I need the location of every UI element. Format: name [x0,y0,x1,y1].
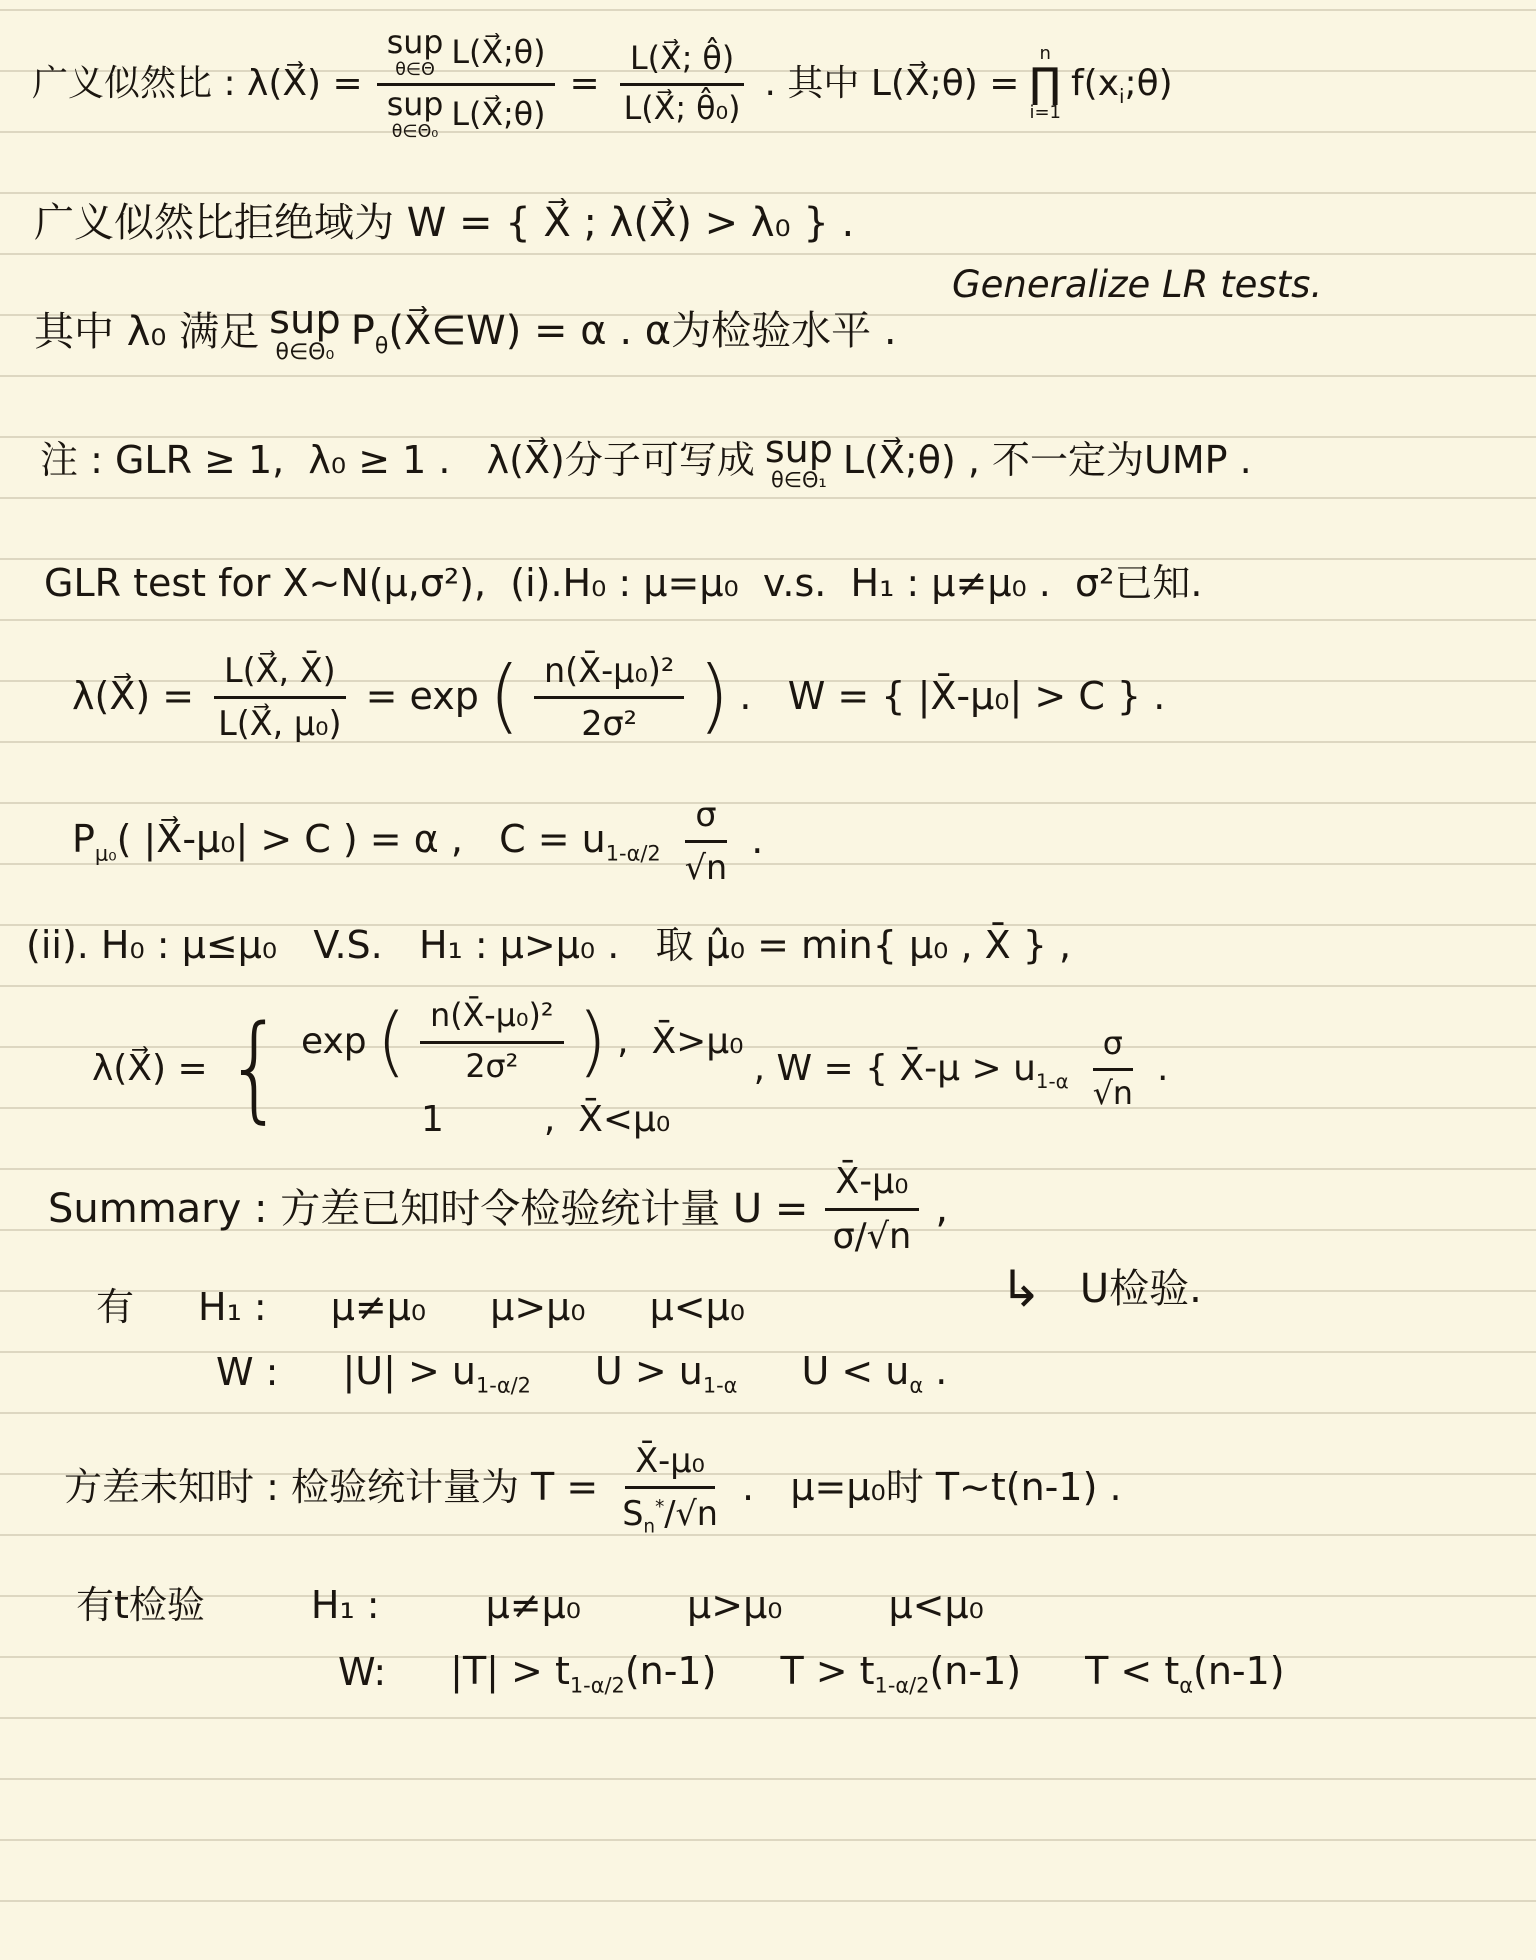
sup-op-under: θ∈Θ₀ [275,340,335,365]
case-i-lead: λ(X⃗) = [72,673,195,718]
equals-sign: = [569,63,600,105]
w-lead: , W = { X̄-μ > u [753,1047,1036,1089]
t-test-label: 有t检验 [76,1583,205,1627]
case-i-den: L(X⃗, μ₀) [218,703,342,743]
product-symbol: ∏ [1029,58,1061,107]
case-i-exp-fraction [534,648,684,745]
left-paren: ( [488,649,520,743]
w-greater-sub: 1-α/2 [874,1673,930,1698]
cases-body [301,995,744,1142]
t-den-sub: n [643,1516,656,1538]
w-less [801,1348,947,1397]
u-num: X̄-μ₀ [835,1161,909,1202]
w-greater [595,1348,738,1397]
t-lead: 方差未知时 : 检验统计量为 T = [64,1464,599,1509]
lambda0-tail: (X⃗∈W) = α . α为检验水平 . [388,308,897,354]
lambda0-lead: 其中 λ₀ 满足 [34,309,260,355]
case-1-condition: , X̄>μ₀ [617,1020,744,1062]
glr-definition-line [32,26,1173,141]
t-num: X̄-μ₀ [635,1441,705,1480]
u-quantile-sub: 1-α/2 [605,841,661,866]
sigma: σ [1102,1025,1123,1062]
sqrt-n: √n [684,847,728,887]
lambda0-condition-line [34,297,897,365]
exp-fraction [420,995,563,1087]
period: . [751,817,764,862]
period: . [1156,1048,1169,1090]
sup-op-text: sup [386,87,444,124]
t-statistic-line [64,1438,1122,1537]
w-less-sub: α [909,1373,924,1398]
setup-text: GLR test for X~N(μ,σ²), (i).H₀ : μ=μ₀ v.s. H₁ : μ≠μ₀ . σ²已知. [44,561,1203,605]
sup-op-text: sup [269,297,341,343]
product-operator [1029,42,1061,124]
w-less-sub: α [1179,1673,1193,1698]
w-label: W: [338,1649,387,1694]
note-tail: L(X⃗;θ) , 不一定为UMP . [842,437,1252,482]
prob-sub: μ₀ [94,841,117,866]
critical-mid: ( |X⃗-μ₀| > C ) = α , C = u [116,817,606,862]
product-lower: i=1 [1029,102,1061,124]
w-label: W : [216,1349,279,1394]
glr-sup-fraction [377,26,556,141]
likelihood-hat-den: L(X⃗; θ̂₀) [623,91,741,128]
h1-less: μ<μ₀ [649,1285,746,1329]
t-tail: . μ=μ₀时 T~t(n-1) . [742,1464,1122,1509]
prob-symbol: P [72,817,95,862]
exp-num: n(X̄-μ₀)² [544,651,675,690]
right-paren: ) [577,997,608,1086]
case-row-1 [301,995,744,1087]
u-test-w-row [216,1348,1001,1397]
density-index: i [1119,84,1125,108]
sup-op-under: θ∈Θ [395,59,435,80]
sigma-over-sqrtn [1083,1023,1143,1115]
w-less [1085,1648,1285,1697]
w-less-post: . [923,1349,948,1393]
sup-op-under: θ∈Θ₁ [770,468,827,492]
w-two-sided [450,1648,716,1697]
glr-where-text: . 其中 L(X⃗;θ) = [764,63,1020,105]
density-pre: f(x [1070,62,1120,104]
t-den-sqrtn: /√n [664,1493,718,1533]
glr-definition-lead: 广义似然比 : λ(X⃗) = [32,63,363,105]
case-row-2 [301,1097,744,1142]
sigma: σ [695,795,717,834]
w-greater-sub: 1-α [702,1373,738,1398]
density-post: ;θ) [1124,62,1173,104]
prob-term [72,816,661,865]
w-two-sided-sub: 1-α/2 [475,1373,531,1398]
u-den: σ/√n [832,1216,912,1257]
case-2-value: 1 [420,1099,444,1141]
case-2-condition: , X̄<μ₀ [543,1099,671,1141]
case-ii-w-region [754,1046,1069,1092]
h1-greater: μ>μ₀ [687,1583,783,1627]
cases-brace: { [225,1000,284,1135]
case-ii-hypotheses: (ii). H₀ : μ≤μ₀ V.S. H₁ : μ>μ₀ . 取 μ̂₀ = min{ μ₀ , X̄ } , [26,923,1072,967]
likelihood-num: L(X⃗;θ) [451,34,546,71]
sup-operator-theta0 [386,87,444,142]
sup-op-text: sup [386,25,444,61]
prob-symbol: P [350,308,375,354]
t-den-s: S [622,1493,644,1533]
case-i-lambda-line [72,648,1165,745]
sigma-over-sqrtn [675,792,737,889]
case-i-tail: . W = { |X̄-μ₀| > C } . [739,673,1166,718]
rejection-region-line [34,198,854,248]
case-ii-lead: λ(X⃗) = [92,1048,208,1090]
u-statistic-fraction [822,1158,921,1259]
summary-line [48,1158,948,1259]
glr-hat-fraction [614,38,751,130]
annotation-text: Generalize LR tests. [952,263,1323,306]
u-test-label: U检验. [1079,1266,1202,1313]
h1-label: H₁ : [310,1583,380,1627]
rejection-region-text: 广义似然比拒绝域为 W = { X⃗ ; λ(X⃗) > λ₀ } . [34,200,855,246]
w-two-sided-pre: |U| > u [342,1349,476,1393]
u-quantile-sub: 1-α [1035,1069,1069,1093]
likelihood-den: L(X⃗;θ) [451,96,546,133]
left-paren: ( [376,997,407,1086]
curved-arrow-icon: ↳ [1000,1260,1042,1318]
w-two-sided-pre: |T| > t [450,1649,570,1693]
sup-operator-theta0 [269,297,341,365]
w-two-sided [342,1348,530,1397]
u-test-annotation [1000,1258,1202,1321]
w-two-sided-sub: 1-α/2 [569,1673,625,1698]
h1-less: μ<μ₀ [888,1583,984,1627]
t-den [622,1493,718,1537]
t-test-h1-row [76,1582,1080,1630]
h1-two-sided: μ≠μ₀ [485,1583,582,1627]
case-i-likelihood-fraction [208,648,352,745]
exp-label: exp [300,1020,367,1062]
w-two-sided-post: (n-1) [624,1649,717,1693]
w-greater-pre: U > u [594,1349,703,1393]
right-paren: ) [698,649,730,743]
sup-operator-theta1 [764,427,833,492]
sup-op-text: sup [764,427,833,471]
u-test-h1-row [96,1284,799,1332]
w-less-post: (n-1) [1193,1649,1285,1693]
w-greater-post: (n-1) [929,1649,1022,1693]
sup-op-under: θ∈Θ₀ [391,121,439,142]
prob-term [351,306,897,358]
w-greater [780,1648,1021,1697]
h1-label: H₁ : [198,1285,267,1329]
h1-greater: μ>μ₀ [490,1285,586,1329]
product-upper: n [1039,42,1051,64]
prob-sub: θ [374,334,389,359]
have-label: 有 [96,1285,135,1329]
t-test-w-row [338,1648,1339,1697]
glr-normal-setup-line [44,560,1202,608]
sup-operator-theta [386,25,444,80]
w-less-pre: T < t [1085,1649,1180,1693]
note-lead: 注 : GLR ≥ 1, λ₀ ≥ 1 . λ(X⃗)分子可写成 [40,437,755,482]
w-greater-pre: T > t [780,1649,875,1693]
t-statistic-fraction [612,1438,728,1537]
comma: , [935,1185,949,1232]
t-den-star: * [655,1496,665,1518]
sqrt-n: √n [1092,1076,1133,1113]
w-less-pre: U < u [801,1349,910,1393]
case-ii-lambda-line [92,995,1168,1142]
case-ii-hypotheses-line [26,922,1071,970]
exp-den: 2σ² [581,703,638,743]
likelihood-hat-num: L(X⃗; θ̂) [630,40,735,77]
exp-den: 2σ² [465,1048,519,1085]
density-term [1071,61,1173,107]
glr-note-line [40,427,1252,492]
h1-two-sided: μ≠μ₀ [330,1285,427,1329]
case-i-critical-line [72,792,763,889]
case-i-eq-exp: = exp [365,673,479,718]
summary-lead: Summary : 方差已知时令检验统计量 U = [48,1185,809,1232]
exp-num: n(X̄-μ₀)² [430,998,554,1034]
case-i-num: L(X⃗, X̄) [223,651,336,690]
english-annotation [952,262,1322,308]
